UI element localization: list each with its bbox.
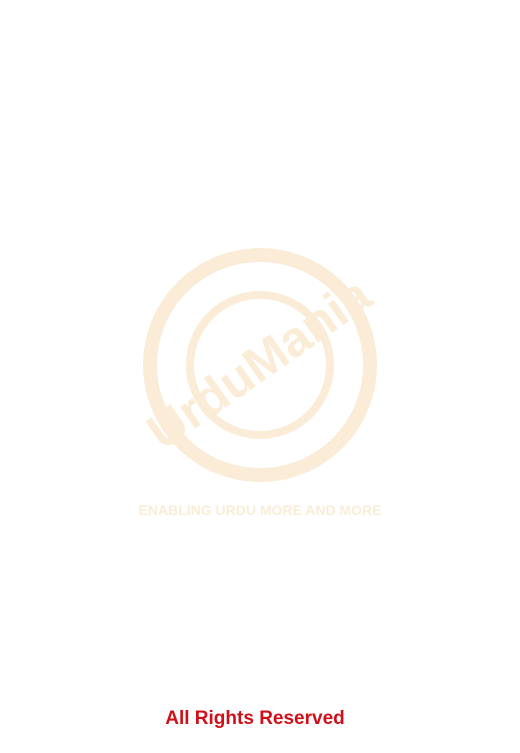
copyright-footer: [14, 699, 506, 739]
copyright-english: All Rights Reserved: [165, 708, 345, 729]
watermark-text: UrduMania: [136, 266, 381, 461]
article-body: [14, 56, 506, 691]
watermark-tagline: ENABLING URDU MORE AND MORE: [138, 502, 382, 518]
article-headline: [20, 8, 500, 48]
